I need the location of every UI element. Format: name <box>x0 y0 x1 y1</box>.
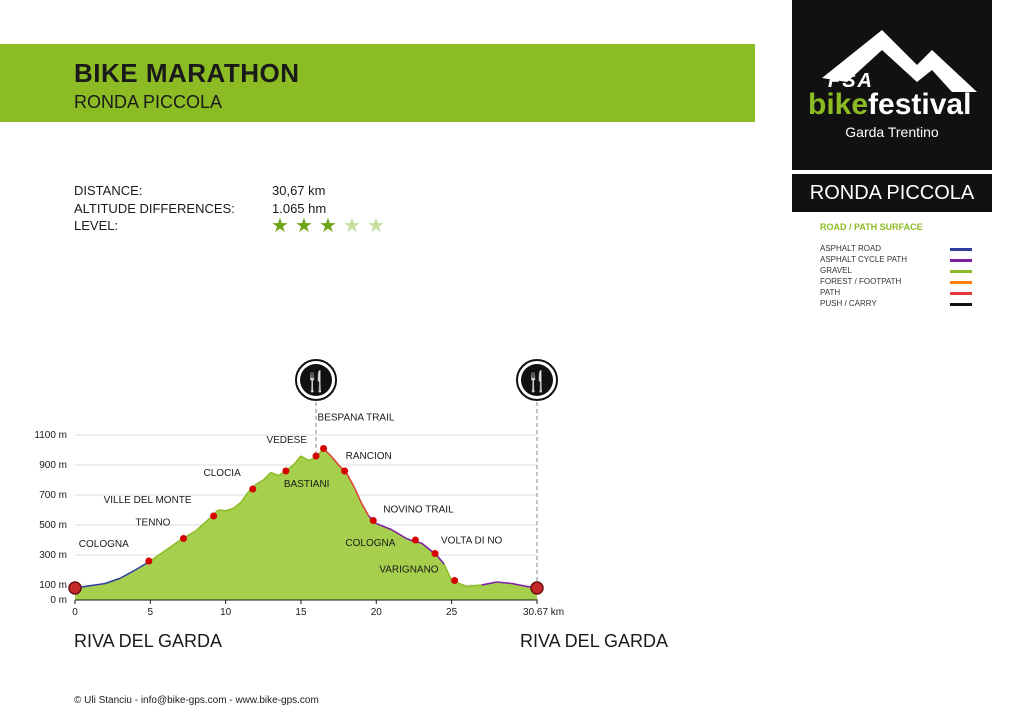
start-finish-marker <box>69 582 81 594</box>
waypoint-marker <box>313 453 320 460</box>
end-location: RIVA DEL GARDA <box>520 631 669 651</box>
waypoint-marker <box>412 537 419 544</box>
legend-item-asphalt-road: ASPHALT ROAD <box>820 244 882 253</box>
altitude-label: ALTITUDE DIFFERENCES: <box>74 201 235 216</box>
page-title: BIKE MARATHON <box>74 58 300 88</box>
waypoint-marker <box>145 558 152 565</box>
waypoint-label: VOLTA DI NO <box>441 535 503 547</box>
altitude-value: 1.065 hm <box>272 201 327 216</box>
waypoint-label: COLOGNA <box>345 538 396 549</box>
x-tick-label: 15 <box>295 607 307 618</box>
waypoint-marker <box>320 445 327 452</box>
start-location: RIVA DEL GARDA <box>74 631 223 651</box>
waypoint-marker <box>210 513 217 520</box>
waypoint-marker <box>370 517 377 524</box>
level-star-icon: ★ <box>319 215 337 237</box>
x-tick-label: 10 <box>220 607 232 618</box>
waypoint-marker <box>180 535 187 542</box>
waypoint-label: COLOGNA <box>78 539 129 550</box>
legend-item-path: PATH <box>820 288 841 297</box>
waypoint-label: TENNO <box>135 517 171 529</box>
y-tick-label: 900 m <box>39 460 67 471</box>
x-tick-label: 5 <box>147 607 154 618</box>
x-tick-label: 0 <box>72 607 78 618</box>
waypoint-marker <box>282 468 289 475</box>
route-name-badge: RONDA PICCOLA <box>792 172 992 212</box>
brand-fsa: FSA <box>828 70 874 92</box>
page-subtitle: RONDA PICCOLA <box>74 92 223 112</box>
waypoint-marker <box>451 577 458 584</box>
y-tick-label: 100 m <box>39 580 67 591</box>
legend-item-push-carry: PUSH / CARRY <box>820 299 877 308</box>
waypoint-marker <box>341 468 348 475</box>
x-tick-label: 20 <box>370 607 382 618</box>
level-label: LEVEL: <box>74 218 119 233</box>
legend-title: ROAD / PATH SURFACE <box>820 222 923 232</box>
level-star-icon: ★ <box>343 215 361 237</box>
y-tick-label: 300 m <box>39 550 67 561</box>
waypoint-marker <box>432 550 439 557</box>
level-star-icon: ★ <box>271 215 289 237</box>
distance-label: DISTANCE: <box>74 183 143 198</box>
waypoint-label: NOVINO TRAIL <box>383 504 454 516</box>
waypoint-label: VEDESE <box>266 435 308 446</box>
legend-item-forest-footpath: FOREST / FOOTPATH <box>820 277 902 286</box>
y-tick-label: 0 m <box>50 595 67 606</box>
elevation-line-segment <box>218 510 226 511</box>
start-finish-marker <box>531 582 543 594</box>
waypoint-label: CLOCIA <box>203 468 241 479</box>
distance-value: 30,67 km <box>272 183 326 198</box>
y-tick-label: 1100 m <box>34 430 67 441</box>
waypoint-label: VILLE DEL MONTE <box>103 495 192 506</box>
waypoint-label: BESPANA TRAIL <box>317 412 395 424</box>
brand-bike: bike <box>808 88 869 121</box>
y-tick-label: 700 m <box>39 490 67 501</box>
waypoint-marker <box>249 486 256 493</box>
legend-item-gravel: GRAVEL <box>820 266 852 275</box>
brand-festival: festival <box>868 88 972 121</box>
x-tick-label: 25 <box>446 607 458 618</box>
footer-credit: © Uli Stanciu - info@bike-gps.com - www.bike-gps.com <box>74 695 319 706</box>
x-tick-label: 30.67 km <box>523 607 565 618</box>
waypoint-label: RANCION <box>345 451 392 462</box>
y-tick-label: 500 m <box>39 520 67 531</box>
waypoint-label: VARIGNANO <box>379 564 439 576</box>
waypoint-label: BASTIANI <box>283 479 330 490</box>
fork-knife-glyph: 🍴 <box>524 369 550 393</box>
brand-location: Garda Trentino <box>845 124 939 140</box>
legend-item-asphalt-cycle-path: ASPHALT CYCLE PATH <box>820 255 907 264</box>
level-star-icon: ★ <box>367 215 385 237</box>
level-star-icon: ★ <box>295 215 313 237</box>
fork-knife-glyph: 🍴 <box>303 369 329 393</box>
